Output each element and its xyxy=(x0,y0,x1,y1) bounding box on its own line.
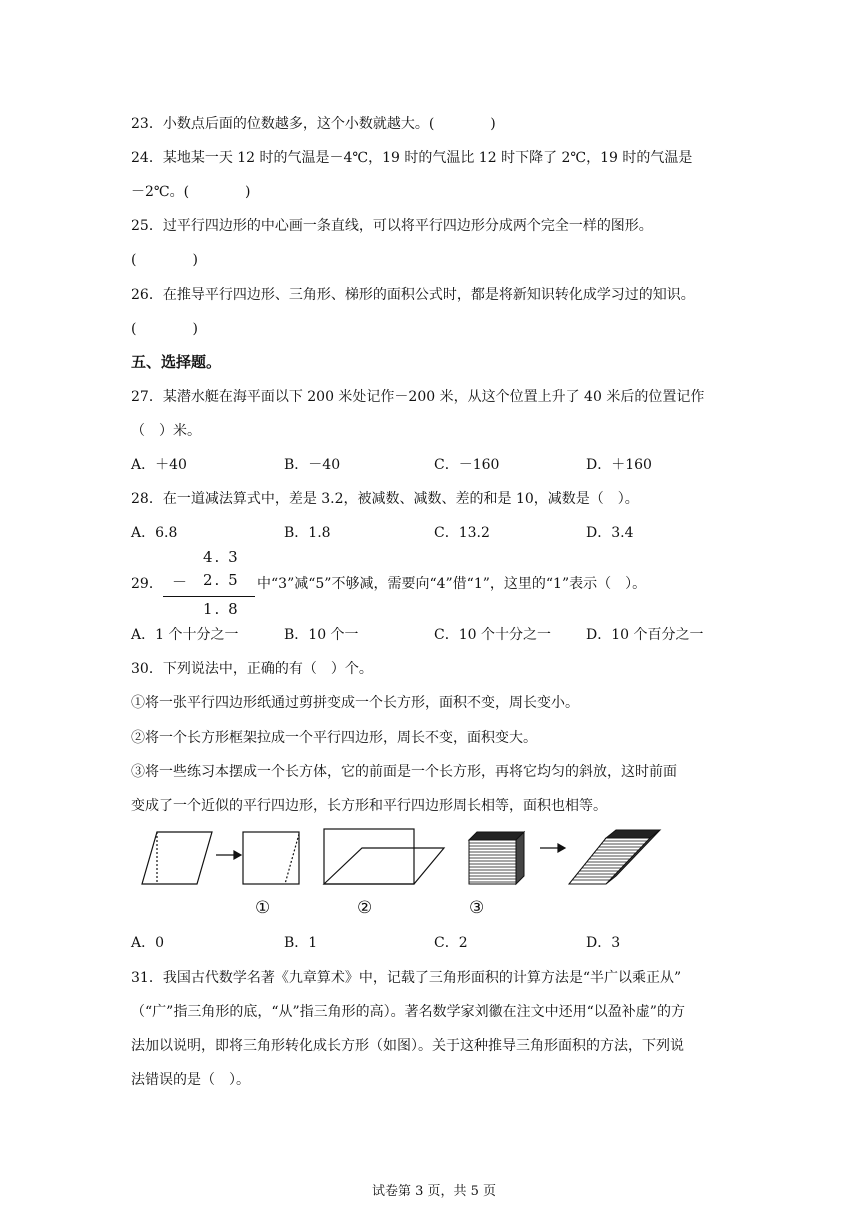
question-30: 30．下列说法中，正确的有（ ）个。 xyxy=(131,661,373,677)
figure-3-book-stack xyxy=(469,832,524,884)
q27-option-a: A．＋40 xyxy=(131,457,187,473)
figure-1-rectangle xyxy=(243,832,299,884)
q29-option-a: A．1 个十分之一 xyxy=(131,627,239,643)
question-29-number: 29． xyxy=(131,576,163,592)
figure-2-frame xyxy=(324,829,444,884)
vertical-minuend: 4. 3 xyxy=(203,548,240,566)
question-31-line4: 法错误的是（ ）。 xyxy=(131,1072,250,1088)
vertical-subtrahend: 2. 5 xyxy=(203,571,240,589)
question-31-line3: 法加以说明，即将三角形转化成长方形（如图）。关于这种推导三角形面积的方法，下列说 xyxy=(131,1038,684,1054)
question-26-line2: ( ) xyxy=(131,321,198,337)
q27-option-d: D．＋160 xyxy=(586,457,652,473)
q29-option-d: D．10 个百分之一 xyxy=(586,627,704,643)
arrow-right-icon xyxy=(216,851,241,859)
question-24-line1: 24．某地某一天 12 时的气温是－4℃，19 时的气温比 12 时下降了 2℃，19 时的气温是 xyxy=(131,150,693,166)
question-26-line1: 26．在推导平行四边形、三角形、梯形的面积公式时，都是将新知识转化成学习过的知识。 xyxy=(131,287,695,303)
q28-option-d: D．3.4 xyxy=(586,525,634,541)
q30-option-c: C．2 xyxy=(434,935,468,951)
question-29-text: 中“3”减“5”不够减，需要向“4”借“1”，这里的“1”表示（ ）。 xyxy=(257,576,647,592)
q30-option-b: B．1 xyxy=(284,935,318,951)
question-25-line1: 25．过平行四边形的中心画一条直线，可以将平行四边形分成两个完全一样的图形。 xyxy=(131,218,653,234)
q30-option-a: A．0 xyxy=(131,935,165,951)
question-23: 23．小数点后面的位数越多，这个小数就越大。( ) xyxy=(131,116,496,132)
figure-3-slanted-stack xyxy=(569,830,660,884)
q27-option-b: B．－40 xyxy=(284,457,341,473)
question-25-line2: ( ) xyxy=(131,252,198,268)
q29-option-c: C．10 个十分之一 xyxy=(434,627,551,643)
section-heading: 五、选择题。 xyxy=(131,353,222,371)
statement-3-line2: 变成了一个近似的平行四边形，长方形和平行四边形周长相等，面积也相等。 xyxy=(131,798,607,814)
q28-option-c: C．13.2 xyxy=(434,525,490,541)
vertical-rule xyxy=(163,596,255,597)
minus-sign: － xyxy=(172,573,190,591)
question-31-line1: 31．我国古代数学名著《九章算术》中，记载了三角形面积的计算方法是“半广以乘正从” xyxy=(131,970,682,986)
q27-option-c: C．－160 xyxy=(434,457,500,473)
q28-option-a: A．6.8 xyxy=(131,525,178,541)
statement-3-line1: ③将一些练习本摆成一个长方体，它的前面是一个长方形，再将它均匀的斜放，这时前面 xyxy=(131,764,677,780)
question-31-line2: （“广”指三角形的底，“从”指三角形的高）。著名数学家刘徽在注文中还用“以盈补虚”的方 xyxy=(131,1004,685,1020)
page-footer: 试卷第 3 页，共 5 页 xyxy=(371,1184,497,1199)
q29-option-b: B．10 个一 xyxy=(284,627,359,643)
figure-label-3: ③ xyxy=(469,898,485,918)
statement-2: ②将一个长方形框架拉成一个平行四边形，周长不变，面积变大。 xyxy=(131,730,537,746)
question-27-line2: （ ）米。 xyxy=(131,423,201,439)
question-27-line1: 27．某潜水艇在海平面以下 200 米处记作－200 米，从这个位置上升了 40 米后的位置记作 xyxy=(131,389,705,405)
figure-label-2: ② xyxy=(357,898,373,918)
vertical-difference: 1. 8 xyxy=(203,600,240,618)
figure-label-1: ① xyxy=(255,898,271,918)
q30-figures xyxy=(130,826,670,888)
q30-option-d: D．3 xyxy=(586,935,621,951)
arrow-right-icon xyxy=(540,844,565,852)
figure-1-parallelogram xyxy=(142,832,212,884)
question-24-line2: －2℃。( ) xyxy=(131,184,251,200)
q28-option-b: B．1.8 xyxy=(284,525,331,541)
question-28: 28．在一道减法算式中，差是 3.2，被减数、减数、差的和是 10，减数是（ ）。 xyxy=(131,491,639,507)
statement-1: ①将一张平行四边形纸通过剪拼变成一个长方形，面积不变，周长变小。 xyxy=(131,695,579,711)
